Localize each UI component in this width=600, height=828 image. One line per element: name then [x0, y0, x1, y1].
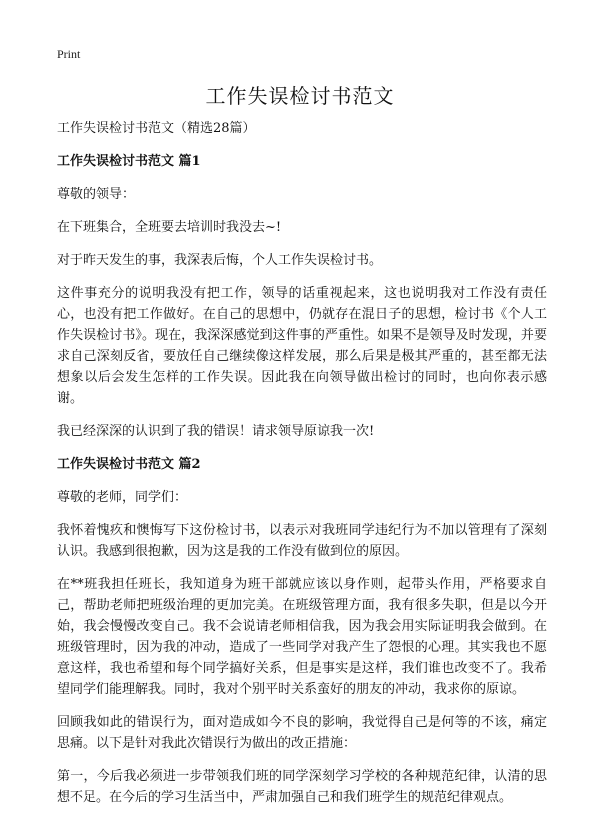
body-paragraph: 我已经深深的认识到了我的错误！请求领导原谅我一次!: [57, 424, 375, 439]
print-link[interactable]: Print: [57, 47, 81, 61]
body-paragraph: 这件事充分的说明我没有把工作，领导的话重视起来，这也说明我对工作没有责任心，也没有把工作做好。在自己的思想中，仍就存在混日子的思想，检讨书《个人工作失误检讨书》。现在，我深深感觉到这件事的严重性。如果不是领导及时发现，并要求自己深刻反省，要放任自己继续像这样发展，那么后果是极其严重的，甚至都无法想象以后会发生怎样的工作失误。因此我在向领导做出检讨的同时，也向你表示感谢。: [57, 286, 547, 406]
document-subtitle: 工作失误检讨书范文（精选28篇）: [57, 121, 256, 136]
body-paragraph: 我怀着愧疚和懊悔写下这份检讨书，以表示对我班同学违纪行为不加以管理有了深刻认识。我感到很抱歉，因为这是我的工作没有做到位的原因。: [57, 523, 547, 559]
salutation: 尊敬的老师，同学们：: [57, 490, 188, 505]
body-paragraph: 回顾我如此的错误行为，面对造成如今不良的影响，我觉得自己是何等的不该，痛定思痛。以下是针对我此次错误行为做出的改正措施：: [57, 715, 547, 751]
body-paragraph: 对于昨天发生的事，我深表后悔，个人工作失误检讨书。: [57, 253, 383, 268]
document-title: 工作失误检讨书范文: [205, 84, 395, 108]
document-body: [57, 118, 547, 820]
section-heading: 工作失误检讨书范文 篇2: [57, 457, 201, 472]
section-heading: 工作失误检讨书范文 篇1: [57, 154, 201, 169]
body-paragraph: 在**班我担任班长，我知道身为班干部就应该以身作则，起带头作用，严格要求自己，帮助老师把班级治理的更加完美。在班级管理方面，我有很多失职，但是以今开始，我会慢慢改变自己。我不会说请老师相信我，因为我会用实际证明我会做到。在班级管理时，因为我的冲动，造成了一些同学对我产生了怨恨的心理。其实我也不愿意这样，我也希望和每个同学搞好关系，但是事实是这样，我们谁也改变不了。我希望同学们能理解我。同时，我对个别平时关系蛮好的朋友的冲动，我求你的原谅。: [57, 577, 547, 697]
salutation: 尊敬的领导：: [57, 187, 136, 202]
body-paragraph: 第一，今后我必须进一步带领我们班的同学深刻学习学校的各种规范纪律，认清的思想不足。在今后的学习生活当中，严肃加强自己和我们班学生的规范纪律观点。: [57, 769, 547, 805]
body-paragraph: 在下班集合，全班要去培训时我没去~!: [57, 220, 282, 235]
